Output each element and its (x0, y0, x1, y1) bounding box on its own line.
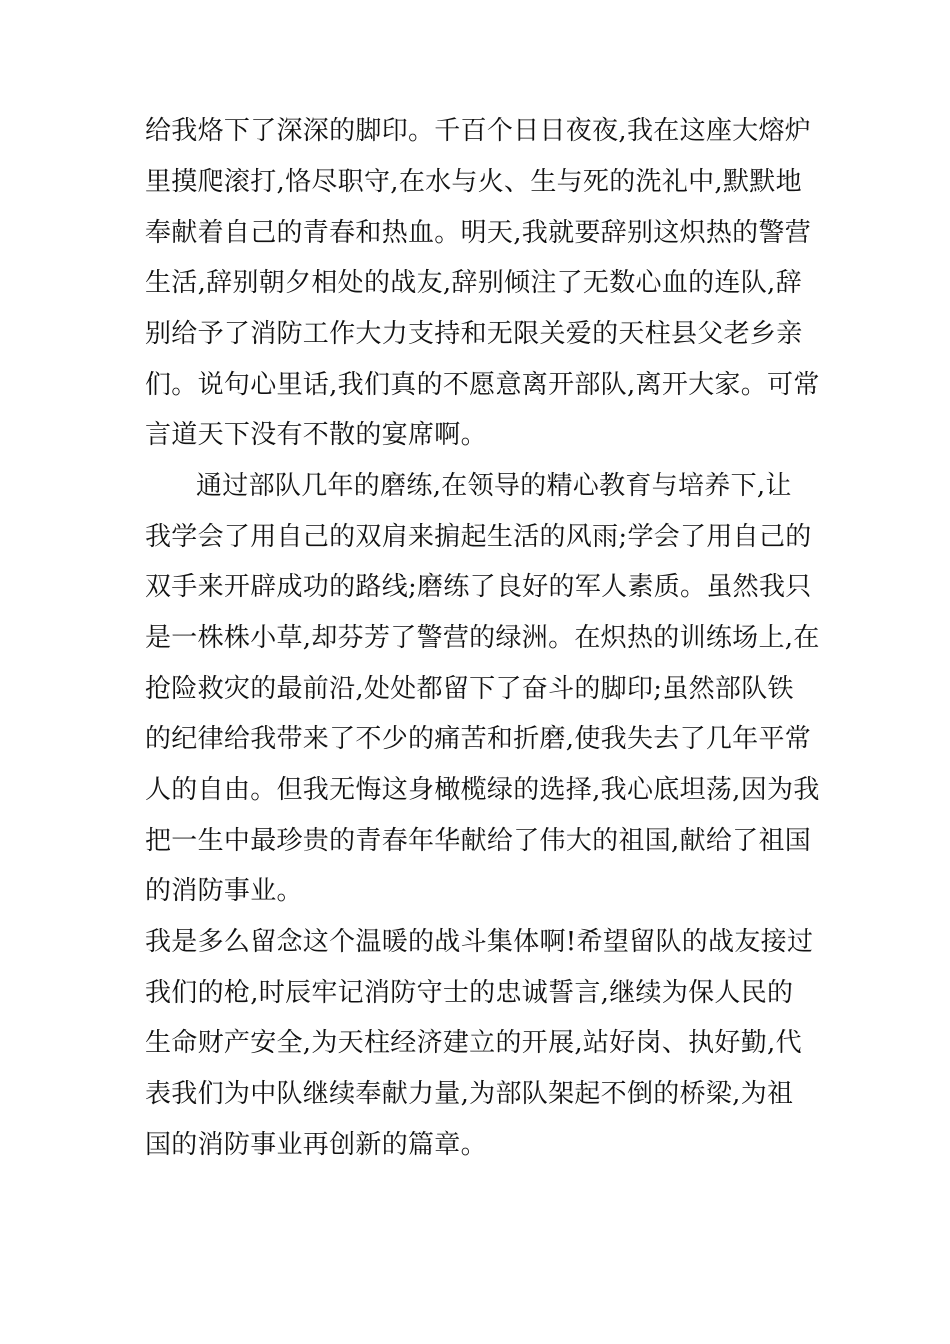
paragraph-first-line: 我是多么留念这个温暖的战斗集体啊!希望留队的战友接过 (145, 927, 814, 957)
text-line: 别给予了消防工作大力支持和无限关爱的天柱县父老乡亲 (145, 319, 803, 349)
text-line: 里摸爬滚打,恪尽职守,在水与火、生与死的洗礼中,默默地 (145, 167, 802, 197)
text-line: 奉献着自己的青春和热血。明天,我就要辞别这炽热的警营 (145, 218, 812, 248)
text-line: 们。说句心里话,我们真的不愿意离开部队,离开大家。可常 (145, 370, 820, 400)
text-line: 人的自由。但我无悔这身橄榄绿的选择,我心底坦荡,因为我 (145, 775, 820, 805)
text-line: 生活,辞别朝夕相处的战友,辞别倾注了无数心血的连队,辞 (145, 268, 802, 298)
text-line: 国的消防事业再创新的篇章。 (145, 1130, 487, 1160)
text-line: 双手来开辟成功的路线;磨练了良好的军人素质。虽然我只 (145, 572, 812, 602)
text-line: 的纪律给我带来了不少的痛苦和折磨,使我失去了几年平常 (145, 724, 812, 754)
text-line: 给我烙下了深深的脚印。千百个日日夜夜,我在这座大熔炉 (145, 116, 812, 146)
text-line: 表我们为中队继续奉献力量,为部队架起不倒的桥梁,为祖 (145, 1079, 794, 1109)
paragraph-first-line: 通过部队几年的磨练,在领导的精心教育与培养下,让 (196, 471, 792, 501)
text-line: 我学会了用自己的双肩来掮起生活的风雨;学会了用自己的 (145, 522, 812, 552)
text-line: 的消防事业。 (145, 876, 303, 906)
text-line: 我们的枪,时辰牢记消防守士的忠诚誓言,继续为保人民的 (145, 978, 794, 1008)
text-line: 生命财产安全,为天柱经济建立的开展,站好岗、执好勤,代 (145, 1028, 802, 1058)
text-line: 抢险救灾的最前沿,处处都留下了奋斗的脚印;虽然部队铁 (145, 674, 794, 704)
text-line: 把一生中最珍贵的青春年华献给了伟大的祖国,献给了祖国 (145, 826, 812, 856)
text-line: 是一株株小草,却芬芳了警营的绿洲。在炽热的训练场上,在 (145, 623, 820, 653)
text-line: 言道天下没有不散的宴席啊。 (145, 420, 487, 450)
